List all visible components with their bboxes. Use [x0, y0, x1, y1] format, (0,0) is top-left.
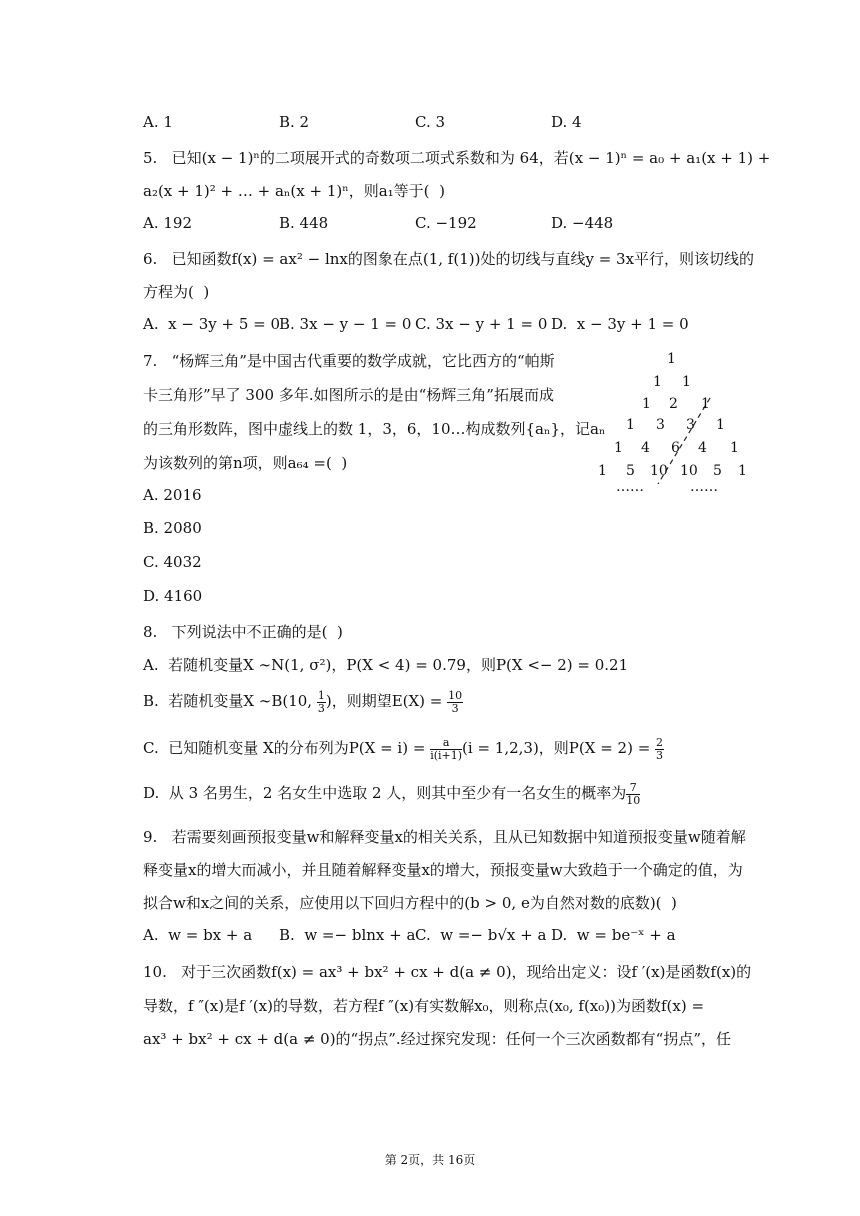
q9-stem-line2: 释变量x的增大而减小，并且随着解释变量x的增大，预报变量w大致趋于一个确定的值，为: [143, 861, 743, 879]
q9-stem-line3: 拟合w和x之间的关系，应使用以下回归方程中的(b > 0, e为自然对数的底数)( ): [143, 894, 677, 912]
q7-option-a: A. 2016: [143, 486, 202, 504]
q6-stem-line2: 方程为( ): [143, 283, 210, 301]
q4-option-b: B. 2: [279, 113, 310, 131]
triangle-number: 1: [716, 417, 725, 433]
triangle-number: 5: [626, 463, 635, 479]
q8-stem: 8. 下列说法中不正确的是( ): [143, 623, 343, 641]
triangle-number: 10: [680, 463, 698, 479]
triangle-ellipsis: ……: [616, 479, 644, 495]
page-number-footer: 第 2页，共 16页: [384, 1153, 476, 1167]
fraction: $\frac{a}{i(i+1)}$: [430, 736, 463, 762]
triangle-number: 1: [642, 396, 651, 412]
q5-stem-line1: 5. 已知(x − 1)ⁿ的二项展开式的奇数项二项式系数和为 64，若(x − 1)ⁿ = a₀ + a₁(x + 1) +: [143, 149, 771, 167]
q5-stem-line2: a₂(x + 1)² + … + aₙ(x + 1)ⁿ，则a₁等于( ): [143, 182, 445, 200]
triangle-number: 10: [650, 463, 668, 479]
q9-option-d: D. w = be⁻ˣ + a: [551, 926, 676, 944]
q9-option-c: C. w =− b√x + a: [415, 926, 547, 944]
triangle-number: 3: [656, 417, 665, 433]
q8-option-d: D. 从 3 名男生，2 名女生中选取 2 人，则其中至少有一名女生的概率为 $\frac{7}{10}$: [143, 781, 641, 807]
triangle-number: 4: [698, 440, 707, 456]
triangle-number: 1: [738, 463, 747, 479]
fraction: $\frac{2}{3}$: [656, 736, 664, 762]
q9-stem-line1: 9. 若需要刻画预报变量w和解释变量x的相关关系，且从已知数据中知道预报变量w随着解: [143, 828, 746, 846]
q4-option-d: D. 4: [551, 113, 582, 131]
q8-option-c: C. 已知随机变量 X的分布列为P(X = i) = $\frac{a}{i(i+1)}$ (i = 1,2,3)，则P(X = 2) = $\frac{2}{3}$: [143, 736, 664, 762]
q6-option-a: A. x − 3y + 5 = 0: [143, 315, 281, 333]
fraction: $\frac{10}{3}$: [448, 689, 463, 715]
triangle-number: 4: [641, 440, 650, 456]
q5-option-a: A. 192: [143, 214, 192, 232]
triangle-number: 2: [669, 396, 678, 412]
q7-option-b: B. 2080: [143, 519, 202, 537]
q6-option-d: D. x − 3y + 1 = 0: [551, 315, 689, 333]
triangle-number: 1: [653, 374, 662, 390]
q7-stem-line4: 为该数列的第n项，则a₆₄ =( ): [143, 454, 348, 472]
triangle-ellipsis: ……: [690, 479, 718, 495]
triangle-number: 1: [667, 351, 676, 367]
q7-stem-line3: 的三角形数阵，图中虚线上的数 1，3，6，10…构成数列{aₙ}，记aₙ: [143, 420, 606, 438]
q6-option-c: C. 3x − y + 1 = 0: [415, 315, 548, 333]
yanghui-triangle-figure: [592, 348, 762, 498]
q7-stem-line2: 卡三角形”早了 300 多年.如图所示的是由“杨辉三角”拓展而成: [143, 386, 554, 404]
triangle-number: 5: [713, 463, 722, 479]
q4-option-c: C. 3: [415, 113, 446, 131]
q10-stem-line1: 10. 对于三次函数f(x) = ax³ + bx² + cx + d(a ≠ 0)，现给出定义：设f ′(x)是函数f(x)的: [143, 963, 752, 981]
q10-stem-line3: ax³ + bx² + cx + d(a ≠ 0)的“拐点”.经过探究发现：任何一个三次函数都有“拐点”，任: [143, 1030, 732, 1048]
q9-option-b: B. w =− blnx + a: [279, 926, 416, 944]
q8-option-b: B. 若随机变量X ∼B(10, $\frac{1}{3}$ )，则期望E(X) = $\frac{10}{3}$: [143, 689, 463, 715]
triangle-number: 1: [682, 374, 691, 390]
triangle-number: 1: [626, 417, 635, 433]
triangle-number: 1: [730, 440, 739, 456]
q8-option-a: A. 若随机变量X ∼N(1, σ²)，P(X < 4) = 0.79，则P(X <− 2) = 0.21: [143, 656, 629, 674]
q4-option-a: A. 1: [143, 113, 173, 131]
q6-option-b: B. 3x − y − 1 = 0: [279, 315, 412, 333]
q5-option-b: B. 448: [279, 214, 329, 232]
triangle-number: 6: [671, 440, 680, 456]
triangle-number: 1: [598, 463, 607, 479]
fraction: $\frac{1}{3}$: [317, 689, 325, 715]
triangle-number: 3: [686, 417, 695, 433]
q7-stem-line1: 7. “杨辉三角”是中国古代重要的数学成就，它比西方的“帕斯: [143, 352, 555, 370]
q7-option-c: C. 4032: [143, 553, 202, 571]
diagonal-dashed-line: [592, 348, 762, 498]
q9-option-a: A. w = bx + a: [143, 926, 253, 944]
q6-stem-line1: 6. 已知函数f(x) = ax² − lnx的图象在点(1, f(1))处的切线与直线y = 3x平行，则该切线的: [143, 250, 755, 268]
triangle-number: 1: [614, 440, 623, 456]
fraction: $\frac{7}{10}$: [626, 781, 641, 807]
q10-stem-line2: 导数，f ″(x)是f ′(x)的导数，若方程f ″(x)有实数解x₀，则称点(x₀, f(x₀))为函数f(x) =: [143, 997, 705, 1015]
q7-option-d: D. 4160: [143, 587, 203, 605]
triangle-number: 1: [701, 396, 710, 412]
q5-option-d: D. −448: [551, 214, 614, 232]
q5-option-c: C. −192: [415, 214, 477, 232]
